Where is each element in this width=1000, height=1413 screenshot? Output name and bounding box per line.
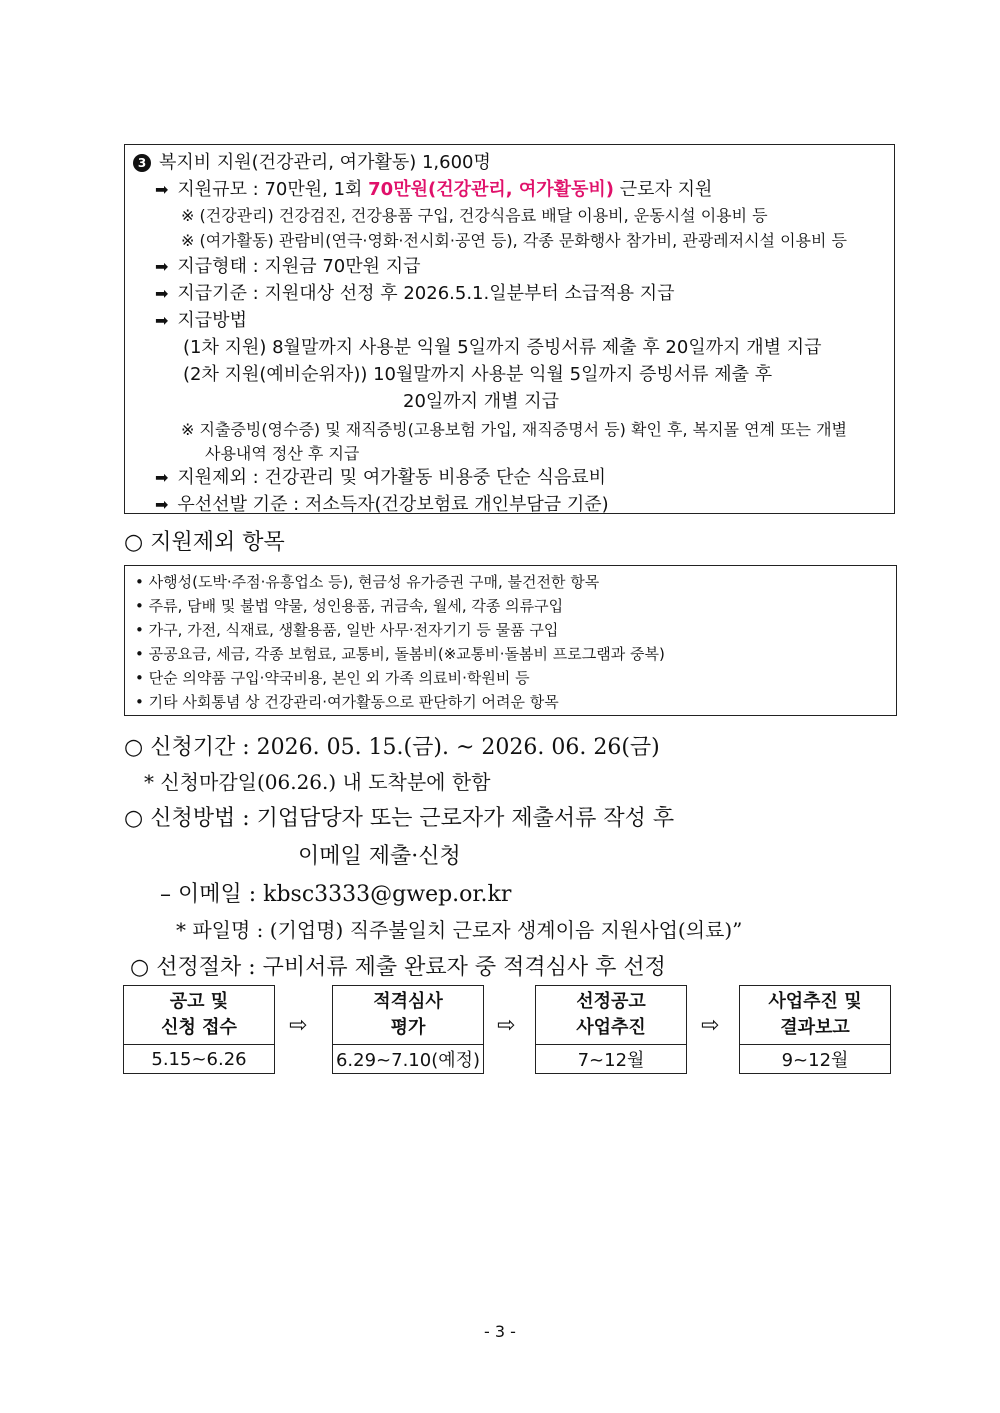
- arrow-icon: ➡: [155, 468, 169, 487]
- right-arrow-icon: ⇨: [701, 1013, 720, 1038]
- step-title: 공고 및: [169, 991, 229, 1012]
- scale-line: [155, 175, 712, 201]
- step-date: 5.15~6.26: [151, 1048, 247, 1070]
- arrow-icon: ➡: [155, 257, 169, 276]
- welfare-box: [124, 144, 895, 514]
- list-item: • 가구, 가전, 식재료, 생활용품, 일반 사무·전자기기 등 물품 구입: [135, 621, 559, 639]
- list-item: • 공공요금, 세금, 각종 보험료, 교통비, 돌봄비(※교통비·돌봄비 프로그램과 중복): [135, 645, 665, 663]
- step-title: 적격심사: [373, 991, 443, 1012]
- process-step-2: [332, 985, 484, 1074]
- selection-procedure: ○ 선정절차 : 구비서류 제출 완료자 중 적격심사 후 선정: [130, 955, 666, 980]
- list-item: • 단순 의약품 구입·약국비용, 본인 외 가족 의료비·학원비 등: [135, 669, 530, 687]
- list-item: • 사행성(도박·주점·유흥업소 등), 현금성 유가증권 구매, 불건전한 항목: [135, 573, 600, 591]
- method-second-cont: 20일까지 개별 지급: [403, 391, 560, 412]
- step-subtitle: 신청 접수: [161, 1017, 237, 1038]
- filename-note: * 파일명 : (기업명) 직주불일치 근로자 생계이음 지원사업(의료)”: [176, 918, 743, 942]
- welfare-title: 복지비 지원(건강관리, 여가활동) 1,600명: [159, 152, 491, 173]
- arrow-icon: ➡: [155, 495, 169, 514]
- arrow-icon: ➡: [155, 180, 169, 199]
- note-evidence: ※ 지출증빙(영수증) 및 재직증빙(고용보험 가입, 재직증명서 등) 확인 후, 복지몰 연계 또는 개별: [181, 420, 847, 439]
- note-leisure: ※ (여가활동) 관람비(연극·영화·전시회·공연 등), 각종 문화행사 참가비, 관광레저시설 이용비 등: [181, 231, 847, 250]
- pay-type: 지급형태 : 지원금 70만원 지급: [177, 256, 421, 277]
- period-note: * 신청마감일(06.26.) 내 도착분에 한함: [144, 770, 491, 794]
- step-title: 선정공고: [576, 991, 646, 1012]
- step-date: 6.29~7.10(예정): [335, 1050, 481, 1071]
- application-period: ○ 신청기간 : 2026. 05. 15.(금). ~ 2026. 06. 26(금): [124, 735, 660, 760]
- scale-prefix: 지원규모 : 70만원, 1회: [177, 179, 369, 200]
- step-subtitle: 결과보고: [780, 1017, 850, 1038]
- application-method-cont: 이메일 제출·신청: [298, 844, 461, 869]
- excluded-box: [124, 565, 897, 716]
- method-first: (1차 지원) 8월말까지 사용분 익월 5일까지 증빙서류 제출 후 20일까지 개별 지급: [183, 337, 822, 358]
- step-subtitle: 사업추진: [576, 1017, 646, 1038]
- list-item: • 기타 사회통념 상 건강관리·여가활동으로 판단하기 어려운 항목: [135, 693, 559, 711]
- process-step-3: [535, 985, 687, 1074]
- note-health: ※ (건강관리) 건강검진, 건강용품 구입, 건강식음료 배달 이용비, 운동시설 이용비 등: [181, 206, 768, 225]
- scale-highlight: 70만원(건강관리, 여가활동비): [368, 179, 615, 200]
- pay-basis-line: [155, 279, 675, 305]
- pay-type-line: [155, 252, 421, 278]
- scale-suffix: 근로자 지원: [614, 179, 713, 200]
- priority-text: 우선선발 기준 : 저소득자(건강보험료 개인부담금 기준): [177, 494, 609, 515]
- exclude-text: 지원제외 : 건강관리 및 여가활동 비용중 단순 식음료비: [177, 467, 607, 488]
- step-date: 9~12월: [781, 1050, 849, 1071]
- process-step-1: [123, 985, 275, 1074]
- step-subtitle: 평가: [390, 1017, 426, 1038]
- excluded-heading: ○ 지원제외 항목: [124, 530, 285, 555]
- application-method: ○ 신청방법 : 기업담당자 또는 근로자가 제출서류 작성 후: [124, 806, 675, 831]
- arrow-icon: ➡: [155, 284, 169, 303]
- note-evidence-cont: 사용내역 정산 후 지급: [205, 444, 360, 463]
- list-item: • 주류, 담배 및 불법 약물, 성인용품, 귀금속, 월세, 각종 의류구입: [135, 597, 564, 615]
- right-arrow-icon: ⇨: [289, 1013, 308, 1038]
- email-line: – 이메일 : kbsc3333@gwep.or.kr: [160, 882, 512, 907]
- step-title: 사업추진 및: [768, 991, 862, 1012]
- step-date: 7~12월: [577, 1050, 645, 1071]
- pay-method: 지급방법: [177, 310, 247, 331]
- welfare-title-line: [133, 148, 491, 174]
- number-three-icon: 3: [133, 154, 151, 172]
- arrow-icon: ➡: [155, 311, 169, 330]
- pay-basis: 지급기준 : 지원대상 선정 후 2026.5.1.일분부터 소급적용 지급: [177, 283, 675, 304]
- exclude-line: [155, 463, 606, 489]
- page-number: - 3 -: [484, 1322, 516, 1341]
- process-step-4: [739, 985, 891, 1074]
- priority-line: [155, 490, 609, 516]
- right-arrow-icon: ⇨: [497, 1013, 516, 1038]
- pay-method-line: [155, 306, 247, 332]
- method-second: (2차 지원(예비순위자)) 10월말까지 사용분 익월 5일까지 증빙서류 제출 후: [183, 364, 773, 385]
